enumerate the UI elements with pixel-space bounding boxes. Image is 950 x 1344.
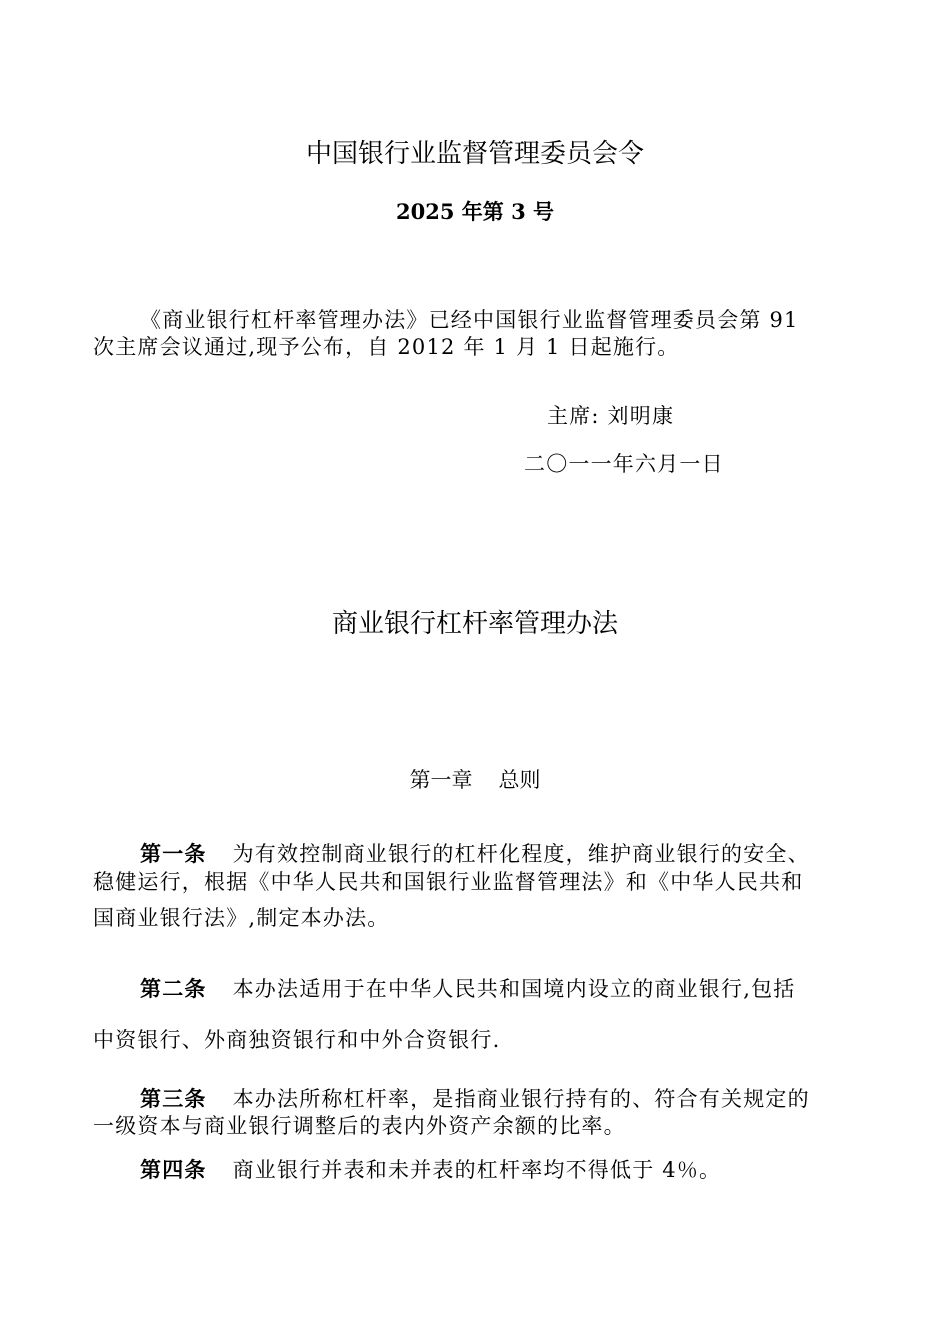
order-number: 2025 年第 3 号 — [396, 199, 554, 224]
document-title: 商业银行杠杆率管理办法 — [331, 609, 618, 639]
article-1-text-1: 为有效控制商业银行的杠杆化程度，维护商业银行的安全、 — [232, 842, 810, 866]
article-2-text-1: 本办法适用于在中华人民共和国境内设立的商业银行,包括 — [232, 977, 796, 1001]
article-4-text-1: 商业银行并表和未并表的杠杆率均不得低于 4％。 — [232, 1158, 722, 1182]
article-1-line-1 — [140, 838, 810, 868]
article-1-label: 第一条 — [140, 841, 207, 866]
chapter-name: 总则 — [498, 768, 541, 792]
article-4-label: 第四条 — [140, 1157, 207, 1182]
chapter-heading — [0, 764, 950, 794]
article-3-line-1 — [140, 1083, 810, 1113]
preamble-line-2: 次主席会议通过,现予公布，自 2012 年 1 月 1 日起施行。 — [93, 335, 680, 359]
article-2-label: 第二条 — [140, 976, 207, 1001]
article-3-line-2: 一级资本与商业银行调整后的表内外资产余额的比率。 — [93, 1114, 626, 1138]
chapter-number: 第一章 — [409, 768, 473, 792]
article-1-line-3: 国商业银行法》,制定本办法。 — [93, 906, 390, 930]
article-3-label: 第三条 — [140, 1086, 207, 1111]
article-4-line-1 — [140, 1154, 721, 1184]
issuer-title: 中国银行业监督管理委员会令 — [305, 139, 644, 169]
article-3-text-1: 本办法所称杠杆率，是指商业银行持有的、符合有关规定的 — [232, 1087, 810, 1111]
article-1-line-2: 稳健运行，根据《中华人民共和国银行业监督管理法》和《中华人民共和 — [93, 870, 804, 894]
article-2-line-1 — [140, 973, 795, 1003]
preamble-line-1: 《商业银行杠杆率管理办法》已经中国银行业监督管理委员会第 91 — [140, 308, 799, 332]
signer: 主席: 刘明康 — [547, 404, 675, 428]
article-2-line-2: 中资银行、外商独资银行和中外合资银行. — [93, 1028, 501, 1052]
signature-date: 二〇一一年六月一日 — [524, 452, 724, 476]
